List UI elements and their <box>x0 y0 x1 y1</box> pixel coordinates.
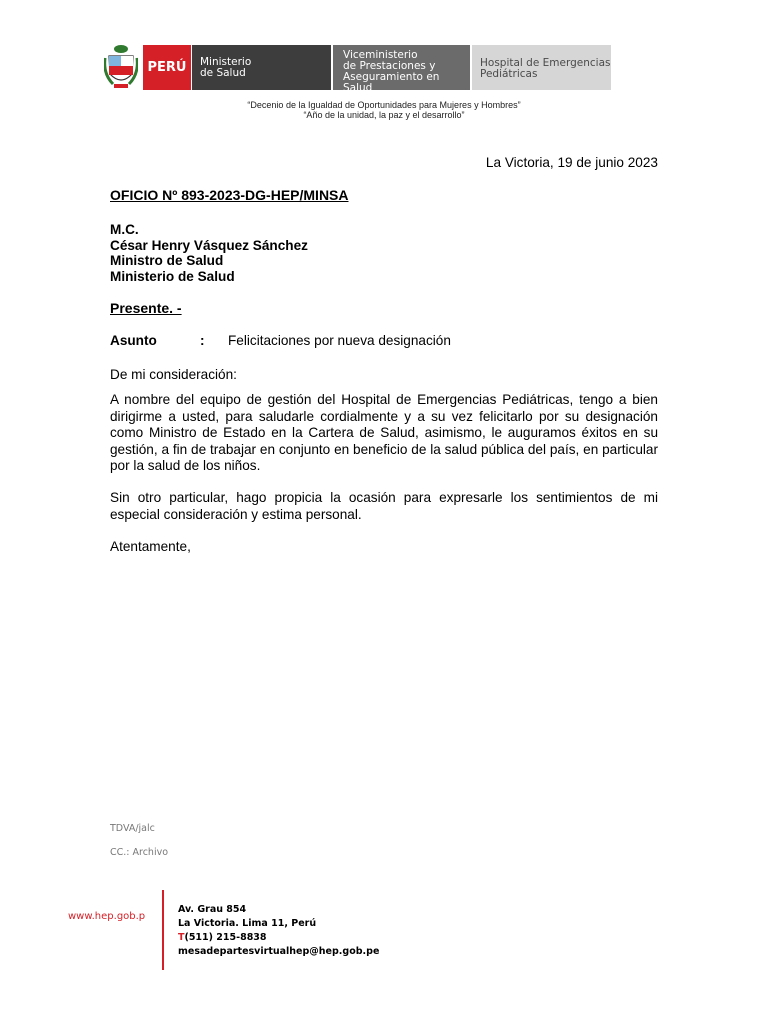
paragraph-2: Sin otro particular, hago propicia la ocasión para expresarle los sentimientos de mi especial consideración y estima personal. <box>110 490 658 522</box>
recipient-title: M.C. <box>110 222 139 237</box>
asunto-value: Felicitaciones por nueva designación <box>228 333 451 348</box>
recipient-name: César Henry Vásquez Sánchez <box>110 237 308 253</box>
presente: Presente. - <box>110 300 182 316</box>
decenio-line: “Decenio de la Igualdad de Oportunidades para Mujeres y Hombres” <box>247 100 521 110</box>
oficio-number: OFICIO Nº 893-2023-DG-HEP/MINSA <box>110 187 349 203</box>
phone-number: (511) 215-8838 <box>184 932 267 943</box>
salutation: De mi consideración: <box>110 367 237 382</box>
phone-prefix: T <box>178 932 185 943</box>
asunto-label: Asunto <box>110 333 157 348</box>
recipient-position: Ministro de Salud <box>110 253 224 268</box>
coat-of-arms-icon <box>104 44 138 90</box>
closing: Atentamente, <box>110 539 191 554</box>
asunto-colon: : <box>200 333 205 348</box>
address-line-2: La Victoria. Lima 11, Perú <box>178 918 317 929</box>
recipient-institution: Ministerio de Salud <box>110 268 235 284</box>
peru-label: PERÚ <box>143 45 191 90</box>
footer-address <box>178 903 379 959</box>
footer-divider <box>162 890 164 970</box>
hospital-label: Hospital de Emergencias Pediátricas <box>472 45 611 90</box>
date: La Victoria, 19 de junio 2023 <box>485 155 658 170</box>
email-link[interactable]: mesadepartesvirtualhep@hep.gob.pe <box>178 946 380 957</box>
cc-line: CC.: Archivo <box>110 847 169 858</box>
recipient-block <box>110 222 308 284</box>
viceministerio-label: Viceministerio de Prestaciones y Aseguramiento en Salud <box>333 45 470 90</box>
paragraph-1: A nombre del equipo de gestión del Hospital de Emergencias Pediátricas, tengo a bien dirigirme a usted, para saludarle cordialmente y a su vez felicitarlo por su designación como Ministro de Estado en la Cartera de Salud, asimismo, le auguramos éxitos en su gestión, a fin de trabajar en conjunto en beneficio de la salud pública del país, en particular por la salud de los niños. <box>110 392 658 473</box>
initials: TDVA/jalc <box>110 823 155 834</box>
address-line-1: Av. Grau 854 <box>178 904 247 915</box>
phone-line <box>178 931 379 945</box>
anio-line: “Año de la unidad, la paz y el desarrollo” <box>303 110 465 120</box>
website-link[interactable]: www.hep.gob.p <box>68 911 146 922</box>
ministerio-label: Ministerio de Salud <box>192 45 331 90</box>
